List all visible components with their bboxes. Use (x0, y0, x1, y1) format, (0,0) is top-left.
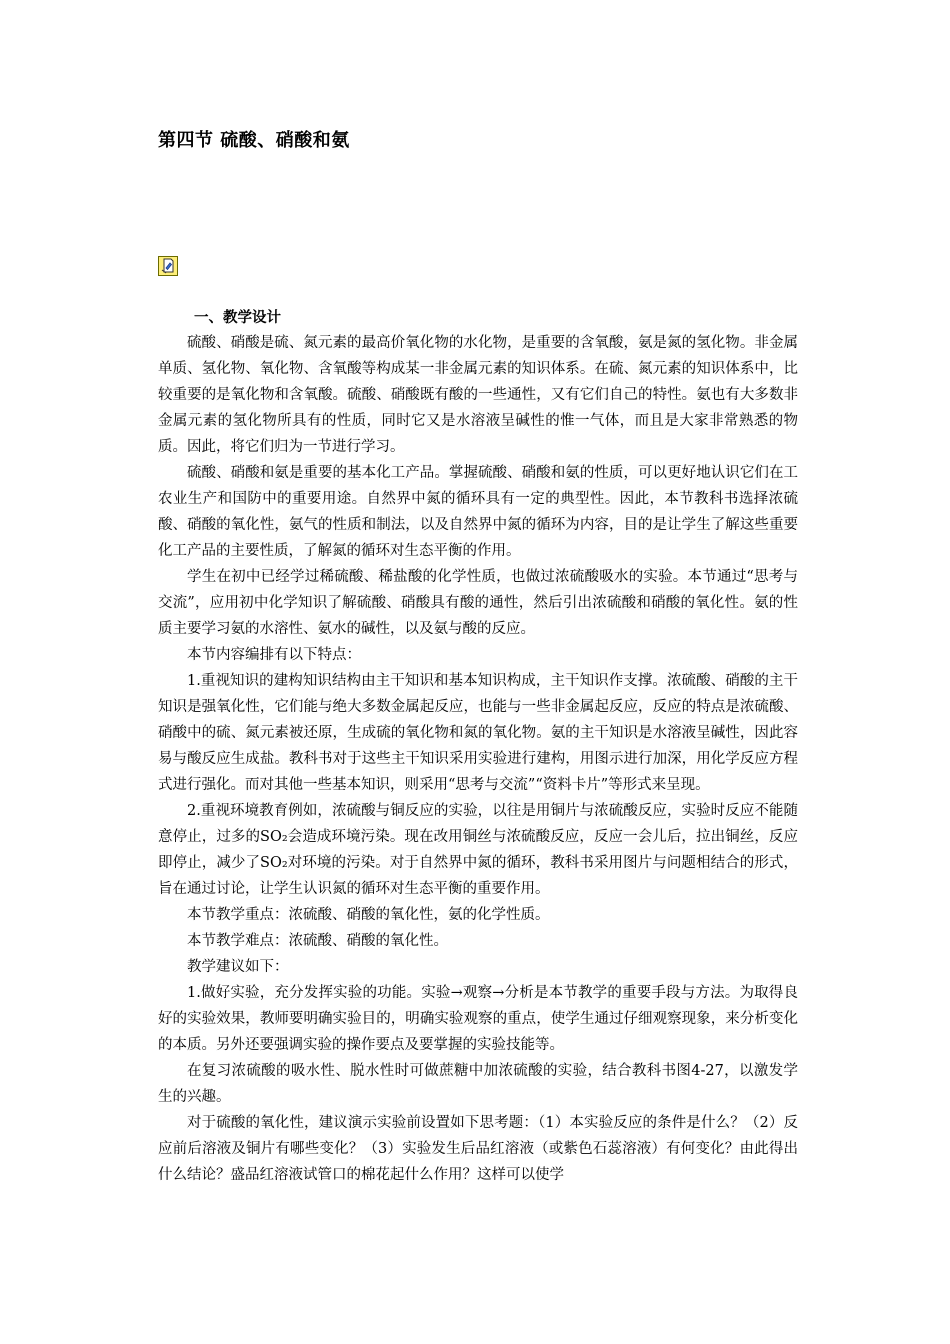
document-icon (158, 256, 178, 276)
paragraph: 硫酸、硝酸是硫、氮元素的最高价氧化物的水化物，是重要的含氧酸，氨是氮的氢化物。非金属单质、氢化物、氧化物、含氧酸等构成某一非金属元素的知识体系。在硫、氮元素的知识体系中，比较重要的是氧化物和含氧酸。硫酸、硝酸既有酸的一些通性，又有它们自己的特性。氨也有大多数非金属元素的氢化物所具有的性质，同时它又是水溶液呈碱性的惟一气体，而且是大家非常熟悉的物质。因此，将它们归为一节进行学习。 (158, 335, 798, 455)
document-body (158, 330, 798, 1188)
paragraph: 硫酸、硝酸和氨是重要的基本化工产品。掌握硫酸、硝酸和氨的性质，可以更好地认识它们在工农业生产和国防中的重要用途。自然界中氮的循环具有一定的典型性。因此，本节教科书选择浓硫酸、硝酸的氧化性，氨气的性质和制法，以及自然界中氮的循环为内容，目的是让学生了解这些重要化工产品的主要性质，了解氮的循环对生态平衡的作用。 (158, 465, 798, 559)
paragraph: 2.重视环境教育例如，浓硫酸与铜反应的实验，以往是用铜片与浓硫酸反应，实验时反应不能随意停止，过多的SO₂会造成环境污染。现在改用铜丝与浓硫酸反应，反应一会儿后，拉出铜丝，反应即停止，减少了SO₂对环境的污染。对于自然界中氮的循环，教科书采用图片与问题相结合的形式，旨在通过讨论，让学生认识氮的循环对生态平衡的重要作用。 (158, 803, 798, 897)
paragraph: 本节教学重点：浓硫酸、硝酸的氧化性，氨的化学性质。 (187, 907, 550, 923)
paragraph: 对于硫酸的氧化性，建议演示实验前设置如下思考题：（1）本实验反应的条件是什么？（2）反应前后溶液及铜片有哪些变化？（3）实验发生后品红溶液（或紫色石蕊溶液）有何变化？由此得出什么结论？盛品红溶液试管口的棉花起什么作用？这样可以使学 (158, 1115, 798, 1183)
section-heading: 一、教学设计 (194, 310, 281, 326)
paragraph: 本节内容编排有以下特点： (187, 647, 361, 663)
paragraph: 本节教学难点：浓硫酸、硝酸的氧化性。 (187, 933, 448, 949)
paragraph: 在复习浓硫酸的吸水性、脱水性时可做蔗糖中加浓硫酸的实验，结合教科书图4-27，以激发学生的兴趣。 (158, 1063, 798, 1105)
page-title: 第四节 硫酸、硝酸和氨 (158, 130, 350, 151)
paragraph: 1.做好实验，充分发挥实验的功能。实验→观察→分析是本节教学的重要手段与方法。为取得良好的实验效果，教师要明确实验目的，明确实验观察的重点，使学生通过仔细观察现象，来分析变化的本质。另外还要强调实验的操作要点及要掌握的实验技能等。 (158, 985, 798, 1053)
paragraph: 教学建议如下： (187, 959, 289, 975)
paragraph: 学生在初中已经学过稀硫酸、稀盐酸的化学性质，也做过浓硫酸吸水的实验。本节通过“思考与交流”，应用初中化学知识了解硫酸、硝酸具有酸的通性，然后引出浓硫酸和硝酸的氧化性。氨的性质主要学习氨的水溶性、氨水的碱性，以及氨与酸的反应。 (158, 569, 798, 637)
paragraph: 1.重视知识的建构知识结构由主干知识和基本知识构成，主干知识作支撑。浓硫酸、硝酸的主干知识是强氧化性，它们能与绝大多数金属起反应，也能与一些非金属起反应，反应的特点是浓硫酸、硝酸中的硫、氮元素被还原，生成硫的氧化物和氮的氧化物。氨的主干知识是水溶液呈碱性，因此容易与酸反应生成盐。教科书对于这些主干知识采用实验进行建构，用图示进行加深，用化学反应方程式进行强化。而对其他一些基本知识，则采用“思考与交流”“资料卡片”等形式来呈现。 (158, 673, 798, 793)
